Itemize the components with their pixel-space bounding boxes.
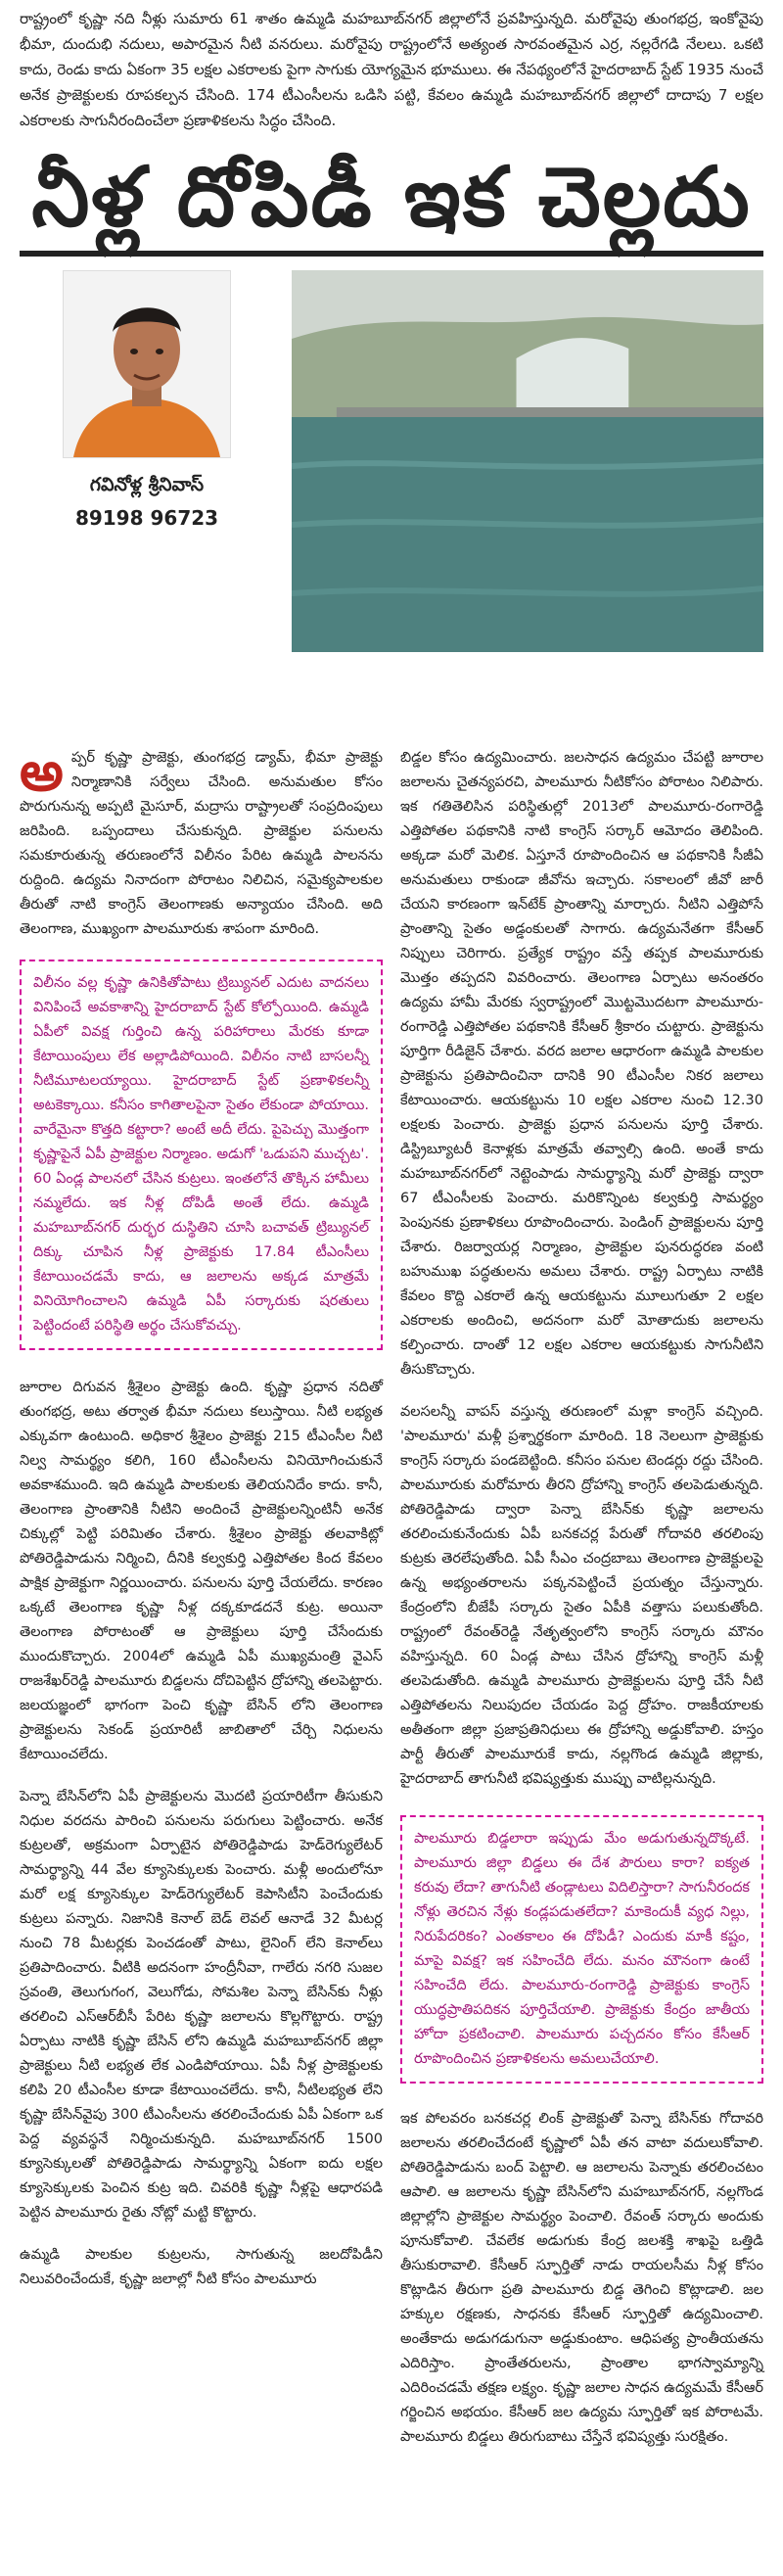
- left-paragraph-3: పెన్నా బేసిన్‌లోని ఏపీ ప్రాజెక్టులను మొదటి ప్రయారిటీగా తీసుకుని నిధుల వరదను పారించి పనులను పరుగులు పెట్టించారు. అనేక కుట్రలతో, అక్రమంగా ఏర్పాటైన పోతిరెడ్డిపాడు హెడ్‌రెగ్యులేటర్ సామర్థ్యాన్ని 44 వేల క్యూసెక్కులకు పెంచారు. మళ్లీ అందులోనూ మరో లక్ష క్యూసెక్కుల హెడ్‌రెగ్యులేటర్ కెపాసిటీని పెంచేందుకు కుట్రలు పన్నారు. నిజానికి కెనాల్ బెడ్ లెవల్ ఆనాడే 32 మీటర్ల నుంచి 78 మీటర్లకు పెంచడంతో పాటు, లైనింగ్ లేని కెనాల్‌లు ప్రతిపాదించారు. వీటికి అదనంగా హంద్రీనీవా, గాలేరు నగరి సుజల స్రవంతి, తెలుగుగంగ, వెలుగోడు, సోమశిల పెన్నా బేసిన్‌కు నీళ్లు తరలించి ఎస్‌ఆర్‌బీసీ పేరిట కృష్ణా జలాలను కొల్లగొట్టారు. రాష్ట్ర ఏర్పాటు నాటికి కృష్ణా బేసిన్ లోని ఉమ్మడి మహబూబ్‌నగర్ జిల్లా ప్రాజెక్టులు నీటి లభ్యత లేక ఎండిపోయాయి. ఏపీ నీళ్ల ప్రాజెక్టులకు కలిపి 20 టీఎంసీల కూడా కేటాయించలేదు. కానీ, నీటిలభ్యత లేని కృష్ణా బేసిన్‌వైపు 300 టీఎంసీలను తరలించేందుకు ఏపీ ఏకంగా ఒక పెద్ద వ్యవస్థనే నిర్మించుకున్నది. మహబూబ్‌నగర్ 1500 క్యూసెక్కులతో పోతిరెడ్డిపాడు సామర్థ్యాన్ని ఏకంగా ఐదు లక్షల క్యూసెక్కులకు పెంచిన కుట్ర ఇది. చివరికి కృష్ణా నీళ్లపై ఆధారపడి పెట్టిన పాలమూరు రైతు నోట్లో మట్టి కొట్టారు.: [20, 1789, 383, 2221]
- left-highlight-box: విలీనం వల్ల కృష్ణా ఉనికితోపాటు ట్రిబ్యునల్ ఎదుట వాదనలు వినిపించే అవకాశాన్ని హైదరాబాద్ స్టేట్ కోల్పోయింది. ఉమ్మడి ఏపీలో వివక్ష గుర్తించి ఉన్న పరిహారాలు మేరకు కూడా కేటాయింపులు లేక అల్లాడిపోయింది. విలీనం నాటి బాసలన్నీ నీటిమూటలయ్యాయి. హైదరాబాద్ స్టేట్ ప్రణాళికలన్నీ అటకెక్కాయి. కనీసం కాగితాలపైనా సైతం లేకుండా పోయాయి. వారేమైనా కొత్తది కట్టారా? అంటే అదీ లేదు. పైపెచ్చు మొత్తంగా కృష్ణాపైనే ఏపీ ప్రాజెక్టుల నిర్మాణం. అడుగో 'ఒడుపని ముచ్చట'. 60 ఏండ్ల పాలనలో చేసిన కుట్రలు. ఇంతలోనే తొక్కిన హామీలు నమ్మలేదు. ఇక నీళ్ల దోపిడీ అంతే లేదు. ఉమ్మడి మహబూబ్‌నగర్ దుర్భర దుస్థితిని చూసి బచావత్ ట్రిబ్యునల్ దిక్కు చూపిన నీళ్ల ప్రాజెక్టుకు 17.84 టీఎంసీలు కేటాయించడమే కాదు, ఆ జలాలను అక్కడ మాత్రమే వినియోగించాలని ఉమ్మడి ఏపీ సర్కారుకు షరతులు పెట్టిందంటే పరిస్థితి అర్థం చేసుకోవచ్చు.: [20, 960, 383, 1350]
- media-row: [20, 270, 763, 740]
- article-columns: [20, 739, 763, 2467]
- right-paragraph-2: వలసలన్నీ వాపస్ వస్తున్న తరుణంలో మళ్లా కాంగ్రెస్ వచ్చింది. 'పాలమూరు' మళ్లీ ప్రశ్నార్థకంగా మారింది. 18 నెలలుగా ప్రాజెక్టుకు కాంగ్రెస్ సర్కారు పండబెట్టింది. కనీసం పనుల టెండర్లు రద్దు చేసింది. పాలమూరుకు మరోమారు తీరని ద్రోహాన్ని కాంగ్రెస్ తలపెడుతున్నది. పోతిరెడ్డిపాడు ద్వారా పెన్నా బేసిన్‌కు కృష్ణా జలాలను తరలించుకునేందుకు ఏపీ బనకచర్ల పేరుతో గోదావరి తరలింపు కుట్రకు తెరలేపుతోంది. ఏపీ సీఎం చంద్రబాబు తెలంగాణ ప్రాజెక్టులపై ఉన్న అభ్యంతరాలను పక్కనపెట్టించే ప్రయత్నం చేస్తున్నారు. కేంద్రంలోని బీజేపీ సర్కారు సైతం ఏపీకి వత్తాసు పలుకుతోంది. రాష్ట్రంలో రేవంత్‌రెడ్డి నేతృత్వంలోని కాంగ్రెస్ సర్కారు మౌనం వహిస్తున్నది. 60 ఏండ్ల పాటు చేసిన ద్రోహాన్ని కాంగ్రెస్ మళ్లీ తలపెడుతోంది. ఉమ్మడి పాలమూరు ప్రాజెక్టులను పూర్తి చేసే నీటి ఎత్తిపోతలను నిలుపుదల చేయడం పెద్ద ద్రోహం. రాజకీయాలకు అతీతంగా జిల్లా ప్రజాప్రతినిధులు ఈ ద్రోహాన్ని అడ్డుకోవాలి. హస్తం పార్టీ తీరుతో పాలమూరుకే కాదు, నల్లగొండ ఉమ్మడి జిల్లాకు, హైదరాబాద్ తాగునీటి భవిష్యత్తుకు ముప్పు వాటిల్లనున్నది.: [400, 1404, 763, 1787]
- left-column: [20, 739, 383, 2467]
- right-paragraph-1: బిడ్డల కోసం ఉద్యమించారు. జలసాధన ఉద్యమం చేపట్టి జూరాల జలాలను చైతన్యపరచి, పాలమూరు నీటికోసం పోరాటం నిలిపారు. ఇక గతితెలిసిన పరిస్థితుల్లో 2013లో పాలమూరు-రంగారెడ్డి ఎత్తిపోతల పథకానికి నాటి కాంగ్రెస్ సర్కార్ ఆమోదం తెలిపింది. అక్కడా మరో మెలిక. ఏస్తూనే రూపొందించిన ఆ పథకానికి సీజీఏ అనుమతులు రాకుండా జీవోను ఇచ్చారు. సకాలంలో జీవో జారీ చేయని కారణంగా ఇన్‌టేక్ ప్రాంతాన్ని మార్చారు. నీటిని ఎత్తిపోసే ప్రాంతాన్ని సైతం అడ్డంకులతో సాగారు. ఉద్యమనేతగా కేసీఆర్ నిప్పులు చెరిగారు. ప్రత్యేక రాష్ట్రం వస్తే తప్పక పాలమూరుకు మొత్తం తప్పదని వివరించారు. తెలంగాణ ఏర్పాటు అనంతరం ఉద్యమ హామీ మేరకు స్వరాష్ట్రంలో మొట్టమొదటగా పాలమూరు-రంగారెడ్డి ఎత్తిపోతల పథకానికి కేసీఆర్ శ్రీకారం చుట్టారు. ప్రాజెక్టును పూర్తిగా రీడిజైన్ చేశారు. వరద జలాల ఆధారంగా ఉమ్మడి పాలకుల ప్రాజెక్టును ప్రతిపాదించినా దానికి 90 టీఎంసీల నికర జలాలు కేటాయించారు. ఆయకట్టును 10 లక్షల ఎకరాల నుంచి 12.30 లక్షలకు పెంచారు. ప్రాజెక్టు ప్రధాన పనులను పూర్తి చేశారు. డిస్ట్రిబ్యూటరీ కెనాళ్లకు మాత్రమే తవ్వాల్సి ఉంది. అంతే కాదు మహబూబ్‌నగర్‌లో నెట్టెంపాడు సామర్థ్యాన్ని మరో ప్రాజెక్టు ద్వారా 67 టీఎంసీలకు పెంచారు. మరికొన్నింట కల్వకుర్తి సామర్థ్యం పెంపునకు ప్రణాళికలు రూపొందించారు. పెండింగ్ ప్రాజెక్టులను పూర్తి చేశారు. రిజర్వాయర్ల నిర్మాణం, ప్రాజెక్టుల పునరుద్ధరణ వంటి బహుముఖ పద్ధతులను అమలు చేశారు. రాష్ట్ర ఏర్పాటు నాటికి కేవలం కొద్ది ఎకరాలే ఉన్న ఆయకట్టును మూలుగుతూ 2 లక్షల ఎకరాలకు అందించి, అదనంగా మరో మోతాదుకు జలాలను కల్పించారు. దాంతో 12 లక్షల ఎకరాల ఆయకట్టుకు సాగునీటిని తీసుకొచ్చారు.: [400, 750, 763, 1378]
- author-box: [20, 270, 274, 740]
- dam-photo: [292, 270, 763, 652]
- author-portrait-icon: [64, 271, 230, 457]
- left-paragraph-1: [20, 739, 383, 942]
- dam-landscape-icon: [292, 270, 763, 652]
- author-phone: 89198 96723: [74, 506, 219, 530]
- headline: నీళ్ల దోపిడీ ఇక చెల్లదు: [20, 143, 763, 257]
- newspaper-page: [10, 0, 773, 2576]
- right-paragraph-3: ఇక పోలవరం బనకచర్ల లింక్ ప్రాజెక్టుతో పెన్నా బేసిన్‌కు గోదావరి జలాలను తరలించేదంటే కృష్ణాలో ఏపీ తన వాటా వదులుకోవాలి. పోతిరెడ్డిపాడును బంద్ పెట్టాలి. ఆ జలాలను పెన్నాకు తరలించటం ఆపాలి. ఆ జలాలను కృష్ణా బేసిన్‌లోని మహబూబ్‌నగర్, నల్లగొండ జిల్లాల్లోని ప్రాజెక్టుల సామర్థ్యం పెంచాలి. రేవంత్ సర్కారు అందుకు పూనుకోవాలి. చేవలేక అడుగుకు కేంద్ర జలశక్తి శాఖపై ఒత్తిడి తీసుకురావాలి. కేసీఆర్ స్ఫూర్తితో నాడు రాయలసీమ నీళ్ల కోసం కొట్లాడిన తీరుగా ప్రతి పాలమూరు బిడ్డ తెగించి కొట్లాడాలి. జల హక్కుల రక్షణకు, సాధనకు కేసీఆర్ స్ఫూర్తితో ఉద్యమించాలి. అంతేకాదు అడుగడుగునా అడ్డుకుంటాం. ఆధిపత్య ప్రాంతీయతను ఎదిరిస్తాం. ప్రాంతేతరులను, ప్రాంతాల భాగస్వామ్యాన్ని ఎదిరించడమే తక్షణ లక్ష్యం. కృష్ణా జలాల సాధన ఉద్యమమే కేసీఆర్ గర్జించిన అభయం. కేసీఆర్ జల ఉద్యమ స్ఫూర్తితో ఇక పోరాటమే. పాలమూరు బిడ్డలు తిరుగుబాటు చేస్తేనే భవిష్యత్తు సురక్షితం.: [400, 2111, 763, 2445]
- right-highlight-box: పాలమూరు బిడ్డలారా ఇప్పుడు మేం అడుగుతున్నదొక్కటే. పాలమూరు జిల్లా బిడ్డలు ఈ దేశ పౌరులు కారా? ఐక్యత కరువు లేదా? తాగునీటి తండ్లాటలు విదిలిస్తారా? సాగునీరందక నోళ్లు తెరచిన నేళ్లు కండ్లపడుతలేదా? మాకెందుకీ వ్యధ నిల్లు, నిరుపేదరికం? ఎంతకాలం ఈ దోపిడీ? ఎందుకు మాకీ కష్టం, మాపై వివక్ష? ఇక సహించేది లేదు. మనం మౌనంగా ఉంటే సహించేది లేదు. పాలమూరు-రంగారెడ్డి ప్రాజెక్టుకు కాంగ్రెస్ యుద్ధప్రాతిపదికన పూర్తిచేయాలి. ప్రాజెక్టుకు కేంద్రం జాతీయ హోదా ప్రకటించాలి. పాలమూరు పచ్చదనం కోసం కేసీఆర్ రూపొందించిన ప్రణాళికలను అమలుచేయాలి.: [400, 1815, 763, 2084]
- drop-cap: అ: [20, 739, 64, 804]
- left-paragraph-4: ఉమ్మడి పాలకుల కుట్రలను, సాగుతున్న జలదోపిడీని నిలువరించేందుకే, కృష్ణా జలాల్లో నీటి కోసం పాలమూరు: [20, 2247, 383, 2287]
- left-paragraph-2: జూరాల దిగువన శ్రీశైలం ప్రాజెక్టు ఉంది. కృష్ణా ప్రధాన నదితో తుంగభద్ర, అటు తర్వాత భీమా నదులు కలుస్తాయి. నీటి లభ్యత ఎక్కువగా ఉంటుంది. అధికార శ్రీశైలం ప్రాజెక్టు 215 టీఎంసీల నీటి నిల్వ సామర్థ్యం కలిగి, 160 టీఎంసీలను వినియోగించుకునే అవకాశముంది. ఇది ఉమ్మడి పాలకులకు తెలియనిదేం కాదు. కానీ, తెలంగాణ ప్రాంతానికి నీటిని అందించే ప్రాజెక్టులన్నింటినీ అనేక చిక్కుల్లో పెట్టి పరిమితం చేశారు. శ్రీశైలం ప్రాజెక్టు తలవాకిట్లో పోతిరెడ్డిపాడును నిర్మించి, దీనికి కల్వకుర్తి ఎత్తిపోతల కింద కేవలం పాక్షిక ప్రాజెక్టుగా నిర్ణయించారు. పనులను పూర్తి చేయలేదు. కారణం ఒక్కటే తెలంగాణ కృష్ణా నీళ్ల దక్కకూడదనే కుట్ర. అయినా తెలంగాణ పోరాటంతో ఆ ప్రాజెక్టులు పూర్తి చేసేందుకు ముందుకొచ్చారు. 2004లో ఉమ్మడి ఏపీ ముఖ్యమంత్రి వైఎస్ రాజశేఖర్‌రెడ్డి పాలమూరు బిడ్డలను దోచిపెట్టిన ద్రోహాన్ని తలపెట్టారు. జలయజ్ఞంలో భాగంగా పెంచి కృష్ణా బేసిన్ లోని తెలంగాణ ప్రాజెక్టులను సెకండ్ ప్రయారిటీ జాబితాలో చేర్చి నిధులను కేటాయించలేదు.: [20, 1380, 383, 1762]
- left-paragraph-1-text: ప్పర్ కృష్ణా ప్రాజెక్టు, తుంగభద్ర డ్యామ్, భీమా ప్రాజెక్టు నిర్మాణానికి సర్వేలు చేసింది. అనుమతుల కోసం పొరుగునున్న అప్పటి మైసూర్, మద్రాసు రాష్ట్రాలతో సంప్రదింపులు జరిపింది. ఒప్పందాలు చేసుకున్నది. ప్రాజెక్టుల పనులను సమకూరుతున్న తరుణంలోనే విలీనం పేరిట ఉమ్మడి పాలనను రుద్దింది. ఉద్యమ నినాదంగా పోరాటం నిలిచిన, సమైక్యపాలకుల తీరుతో నాటి కాంగ్రెస్ తెలంగాణకు అన్యాయం చేసింది. అది తెలంగాణ, ముఖ్యంగా పాలమూరుకు శాపంగా మారింది.: [20, 750, 383, 937]
- author-name: గవినోళ్ల శ్రీనివాస్: [89, 474, 205, 495]
- right-column: [400, 746, 763, 2467]
- intro-paragraph: రాష్ట్రంలో కృష్ణా నది నీళ్లు సుమారు 61 శాతం ఉమ్మడి మహబూబ్‌నగర్ జిల్లాలోనే ప్రవహిస్తున్నది. మరోవైపు తుంగభద్ర, ఇంకోవైపు భీమా, దుందుభి నదులు, అపారమైన నీటి వనరులు. మరోవైపు రాష్ట్రంలోనే అత్యంత సారవంతమైన ఎర్ర, నల్లరేగడి నేలలు. ఒకటి కాదు, రెండు కాదు ఏకంగా 35 లక్షల ఎకరాలకు పైగా సాగుకు యోగ్యమైన భూములు. ఈ నేపథ్యంలోనే హైదరాబాద్ స్టేట్ 1935 నుంచే అనేక ప్రాజెక్టులకు రూపకల్పన చేసింది. 174 టీఎంసీలను ఒడిసి పట్టి, కేవలం ఉమ్మడి మహబూబ్‌నగర్ జిల్లాలో దాదాపు 7 లక్షల ఎకరాలకు సాగునీరందించేలా ప్రణాళికలను సిద్ధం చేసింది.: [20, 10, 763, 129]
- author-photo: [63, 270, 231, 458]
